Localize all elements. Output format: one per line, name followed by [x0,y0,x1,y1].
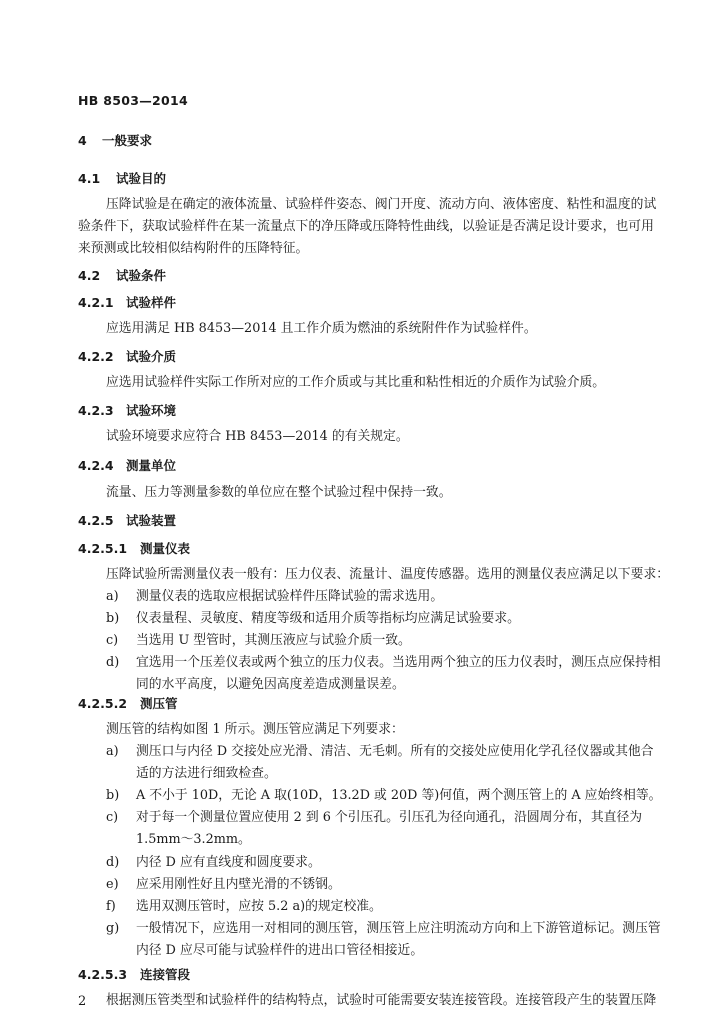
list-text: 1.5mm～3.2mm。 [136,832,251,847]
section-title: 试验环境 [126,403,177,418]
list-text: 应采用刚性好且内壁光滑的不锈钢。 [136,877,341,892]
paragraph-line: 测压管的结构如图 1 所示。测压管应满足下列要求： [106,722,404,737]
section-4-2-1-heading [78,295,176,311]
list-marker: g) [106,921,120,936]
list-marker: a) [106,744,119,759]
section-4-2-5-3-heading [78,967,190,983]
list-text: 测量仪表的选取应根据试验样件压降试验的需求选用。 [136,589,444,604]
section-number: 4.2.2 [78,349,114,364]
list-text: 宜选用一个压差仪表或两个独立的压力仪表。当选用两个独立的压力仪表时，测压点应保持相 [136,655,661,670]
list-marker: e) [106,877,119,892]
paragraph-line: 根据测压管类型和试验样件的结构特点，试验时可能需要安装连接管段。连接管段产生的装置压降 [106,993,657,1008]
section-number: 4.1 [78,171,101,186]
list-marker: c) [106,810,119,825]
section-number: 4 [78,133,87,148]
list-text: 内径 D 应有直线度和圆度要求。 [136,855,321,870]
section-title: 连接管段 [140,967,191,982]
section-title: 试验装置 [126,513,177,528]
paragraph-line: 试验环境要求应符合 HB 8453—2014 的有关规定。 [106,429,409,444]
list-text: 仪表量程、灵敏度、精度等级和适用介质等指标均应满足试验要求。 [136,611,520,626]
section-title: 测量仪表 [140,541,191,556]
paragraph-line: 应选用满足 HB 8453—2014 且工作介质为燃油的系统附件作为试验样件。 [106,321,537,336]
section-title: 试验目的 [116,171,167,186]
list-marker: a) [106,589,119,604]
list-text: 同的水平高度，以避免因高度差造成测量误差。 [136,677,405,692]
section-title: 测量单位 [126,458,177,473]
paragraph-line: 验条件下，获取试验样件在某一流量点下的净压降或压降特性曲线，以验证是否满足设计要求，也可用 [78,219,654,234]
section-4-1-heading [78,171,166,187]
list-text: 一般情况下，应选用一对相同的测压管，测压管上应注明流动方向和上下游管道标记。测压管 [136,921,661,936]
section-4-2-heading [78,268,166,284]
paragraph-line: 流量、压力等测量参数的单位应在整个试验过程中保持一致。 [106,485,452,500]
list-marker: b) [106,788,120,803]
section-number: 4.2 [78,268,101,283]
list-text: 对于每一个测量位置应使用 2 到 6 个引压孔。引压孔为径向通孔，沿圆周分布，其直径为 [136,810,643,825]
paragraph-line: 压降试验所需测量仪表一般有：压力仪表、流量计、温度传感器。选用的测量仪表应满足以下要求： [106,567,670,582]
section-number: 4.2.1 [78,295,114,310]
section-number: 4.2.3 [78,403,114,418]
section-number: 4.2.4 [78,458,114,473]
document-code-header: HB 8503—2014 [78,93,189,108]
section-number: 4.2.5.2 [78,696,128,711]
list-text: 测压口与内径 D 交接处应光滑、清洁、无毛刺。所有的交接处应使用化学孔径仪器或其他合 [136,744,654,759]
paragraph-line: 应选用试验样件实际工作所对应的工作介质或与其比重和粘性相近的介质作为试验介质。 [106,375,606,390]
page-number: 2 [78,994,87,1009]
section-title: 试验介质 [126,349,177,364]
section-number: 4.2.5.3 [78,967,128,982]
section-title: 一般要求 [102,133,153,148]
list-marker: d) [106,855,120,870]
list-marker: c) [106,633,119,648]
list-text: A 不小于 10D，无论 A 取(10D，13.2D 或 20D 等)何值，两个测压管上的 A 应始终相等。 [136,788,662,803]
list-marker: f) [106,899,116,914]
list-text: 适的方法进行细致检查。 [136,766,277,781]
section-title: 测压管 [140,696,178,711]
list-text: 选用双测压管时，应按 5.2 a)的规定校准。 [136,899,382,914]
list-text: 内径 D 应尽可能与试验样件的进出口管径相接近。 [136,943,424,958]
section-number: 4.2.5.1 [78,541,128,556]
section-4-2-2-heading [78,349,176,365]
list-marker: d) [106,655,120,670]
section-4-2-5-1-heading [78,541,190,557]
section-4-2-5-heading [78,513,176,529]
section-4-2-5-2-heading [78,696,178,712]
section-number: 4.2.5 [78,513,114,528]
section-4-2-3-heading [78,403,176,419]
section-4-heading [78,133,152,149]
paragraph-line: 压降试验是在确定的液体流量、试验样件姿态、阀门开度、流动方向、液体密度、粘性和温度的试 [106,197,657,212]
list-text: 当选用 U 型管时，其测压液应与试验介质一致。 [136,633,411,648]
section-4-2-4-heading [78,458,176,474]
section-title: 试验样件 [126,295,177,310]
list-marker: b) [106,611,120,626]
section-title: 试验条件 [116,268,167,283]
paragraph-line: 来预测或比较相似结构附件的压降特征。 [78,241,309,256]
